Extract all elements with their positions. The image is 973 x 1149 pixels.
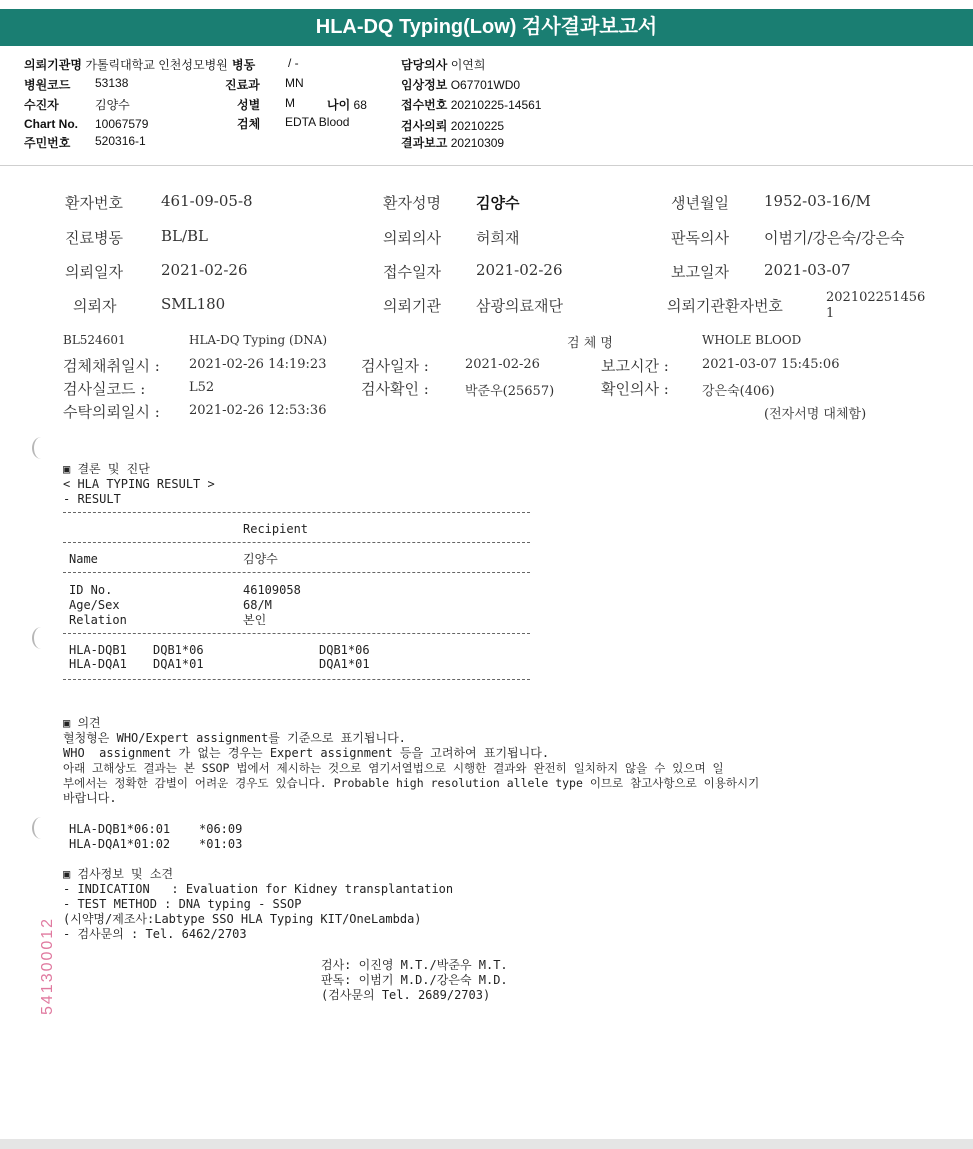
dqb1-label: HLA-DQB1 [69, 643, 127, 657]
hdr-label: 진료과 [225, 78, 260, 92]
opinion-line: 혈청형은 WHO/Expert assignment를 기준으로 표기됩니다. [63, 731, 406, 745]
hdr-value: 20210225-14561 [450, 98, 542, 112]
specimen-label: 검사실코드 : [63, 380, 146, 398]
report-title: HLA-DQ Typing(Low) 검사결과보고서 [0, 9, 973, 46]
specimen-value: 박준우(25657) [465, 384, 555, 399]
test-name: HLA-DQ Typing (DNA) [189, 333, 328, 347]
hdr-value: 이연희 [450, 58, 486, 72]
patient-value: 허희재 [476, 229, 520, 247]
punch-hole-mark [32, 817, 50, 839]
hdr-value: 53138 [95, 76, 129, 90]
table-divider [63, 542, 530, 543]
specimen-label: 확인의사 : [601, 380, 669, 398]
dqb1-allele-1: DQB1*06 [153, 643, 204, 657]
high-res-dqb1-alt: *06:09 [199, 822, 243, 836]
opinion-line: 바랍니다. [63, 791, 117, 805]
hdr-label: 의뢰기관명 [24, 58, 82, 72]
patient-label: 의뢰의사 [383, 229, 441, 247]
specimen-value: 2021-02-26 [465, 357, 540, 372]
hdr-value: 김양수 [95, 98, 130, 112]
specimen-code: BL524601 [63, 333, 126, 347]
relation-label: Relation [69, 613, 127, 627]
patient-value: 2021-02-26 [161, 261, 248, 279]
specimen-label: 수탁의뢰일시 : [63, 403, 160, 421]
patient-value: 삼광의료재단 [476, 297, 563, 315]
signature-line: 검사: 이진영 M.T./박준우 M.T. [321, 958, 508, 972]
dqa1-allele-1: DQA1*01 [153, 657, 204, 671]
table-divider [63, 633, 530, 634]
patient-label: 환자성명 [383, 194, 441, 212]
patient-value: 1952-03-16/M [764, 192, 871, 210]
specimen-value: WHOLE BLOOD [702, 333, 802, 347]
patient-label: 환자번호 [65, 194, 123, 212]
patient-value: BL/BL [161, 227, 209, 245]
dqb1-allele-2: DQB1*06 [319, 643, 370, 657]
age-value: 68/M [243, 598, 272, 612]
patient-value: 1 [826, 306, 835, 321]
name-label: Name [69, 552, 98, 566]
patient-label: 보고일자 [671, 263, 729, 281]
table-divider [63, 512, 530, 513]
dqa1-allele-2: DQA1*01 [319, 657, 370, 671]
page-bottom-band [0, 1139, 973, 1149]
hdr-value: 20210225 [450, 119, 505, 133]
info-line: - INDICATION : Evaluation for Kidney transplantation [63, 882, 454, 896]
relation-value: 본인 [243, 613, 267, 627]
hdr-label: 결과보고 [401, 136, 448, 150]
hdr-label: 주민번호 [24, 136, 71, 150]
hdr-value: 10067579 [95, 117, 149, 131]
patient-value: 202102251456 [826, 290, 926, 305]
hdr-label: 성별 [237, 98, 261, 112]
specimen-label: 검사일자 : [361, 357, 429, 375]
patient-value: SML180 [161, 295, 226, 313]
patient-value: 461-09-05-8 [161, 192, 253, 210]
hdr-label: 나이 [327, 98, 351, 112]
specimen-value: 2021-03-07 15:45:06 [702, 357, 840, 372]
result-label: - RESULT [63, 492, 121, 506]
patient-label: 의뢰기관 [383, 297, 441, 315]
hdr-value: M [285, 96, 295, 110]
signature-line: 판독: 이범기 M.D./강은숙 M.D. [321, 973, 508, 987]
patient-label: 접수일자 [383, 263, 441, 281]
patient-label: 의뢰자 [73, 297, 117, 315]
high-res-dqb1: HLA-DQB1*06:01 [69, 822, 171, 836]
hdr-label: 수진자 [24, 98, 59, 112]
signature-line: (검사문의 Tel. 2689/2703) [321, 988, 491, 1002]
specimen-label: 검 체 명 [567, 336, 613, 351]
id-label: ID No. [69, 583, 113, 597]
hdr-label: 검체 [237, 117, 261, 131]
hdr-value: 20210309 [450, 136, 505, 150]
patient-value: 2021-02-26 [476, 261, 563, 279]
opinion-line: 아래 고해상도 결과는 본 SSOP 법에서 제시하는 것으로 염기서열법으로 시행한 결과와 완전히 일치하지 않을 수 있으며 일 [63, 761, 724, 775]
e-signature-note: (전자서명 대체함) [764, 407, 867, 422]
patient-value: 이범기/강은숙/강은숙 [764, 229, 905, 247]
id-value: 46109058 [243, 583, 301, 597]
name-value: 김양수 [243, 552, 278, 566]
typing-heading: < HLA TYPING RESULT > [63, 477, 215, 491]
punch-hole-mark [32, 437, 50, 459]
high-res-dqa1: HLA-DQA1*01:02 [69, 837, 171, 851]
patient-label: 의뢰기관환자번호 [667, 297, 783, 315]
hdr-label: 병동 [232, 58, 256, 72]
hdr-label: Chart No. [24, 117, 78, 131]
hdr-label: 검사의뢰 [401, 119, 448, 133]
hdr-label: 담당의사 [401, 58, 448, 72]
info-line: - 검사문의 : Tel. 6462/2703 [63, 927, 247, 941]
side-barcode-number: 541300012 [39, 916, 56, 1015]
hdr-label: 병원코드 [24, 78, 71, 92]
patient-value: 2021-03-07 [764, 261, 851, 279]
section-heading: ▣ 의견 [63, 716, 101, 730]
opinion-line: 부에서는 정확한 감별이 어려운 경우도 있습니다. Probable high resolution allele type 이므로 참고사항으로 이용하시기 [63, 776, 760, 790]
hdr-value: / - [288, 56, 299, 70]
specimen-label: 보고시간 : [601, 357, 669, 375]
opinion-line: WHO assignment 가 없는 경우는 Expert assignment 등을 고려하여 표기됩니다. [63, 746, 550, 760]
section-heading: ▣ 검사정보 및 소견 [63, 867, 174, 881]
patient-label: 진료병동 [65, 229, 123, 247]
high-res-dqa1-alt: *01:03 [199, 837, 243, 851]
hdr-value: EDTA Blood [285, 115, 350, 129]
patient-label: 생년월일 [671, 194, 729, 212]
recipient-header: Recipient [243, 522, 309, 536]
hdr-value: MN [285, 76, 304, 90]
header-divider [0, 165, 973, 166]
table-divider [63, 572, 530, 573]
patient-value: 김양수 [476, 194, 520, 212]
hdr-value: 520316-1 [95, 134, 146, 148]
hdr-value: O67701WD0 [450, 78, 521, 92]
age-label: Age/Sex [69, 598, 120, 612]
patient-label: 의뢰일자 [65, 263, 123, 281]
table-divider [63, 679, 530, 680]
specimen-value: 강은숙(406) [702, 384, 775, 399]
dqa1-label: HLA-DQA1 [69, 657, 127, 671]
section-heading: ▣ 결론 및 진단 [63, 462, 150, 476]
info-line: - TEST METHOD : DNA typing - SSOP [63, 897, 302, 911]
patient-label: 판독의사 [671, 229, 729, 247]
punch-hole-mark [32, 627, 50, 649]
hdr-label: 임상정보 [401, 78, 448, 92]
specimen-label: 검체채취일시 : [63, 357, 160, 375]
specimen-value: 2021-02-26 12:53:36 [189, 403, 327, 418]
specimen-value: 2021-02-26 14:19:23 [189, 357, 327, 372]
hdr-value: 가톨릭대학교 인천성모병원 [85, 58, 228, 72]
hdr-value: 68 [353, 98, 367, 112]
info-line: (시약명/제조사:Labtype SSO HLA Typing KIT/OneLambda) [63, 912, 422, 926]
hdr-label: 접수번호 [401, 98, 448, 112]
specimen-value: L52 [189, 380, 215, 395]
specimen-label: 검사확인 : [361, 380, 429, 398]
